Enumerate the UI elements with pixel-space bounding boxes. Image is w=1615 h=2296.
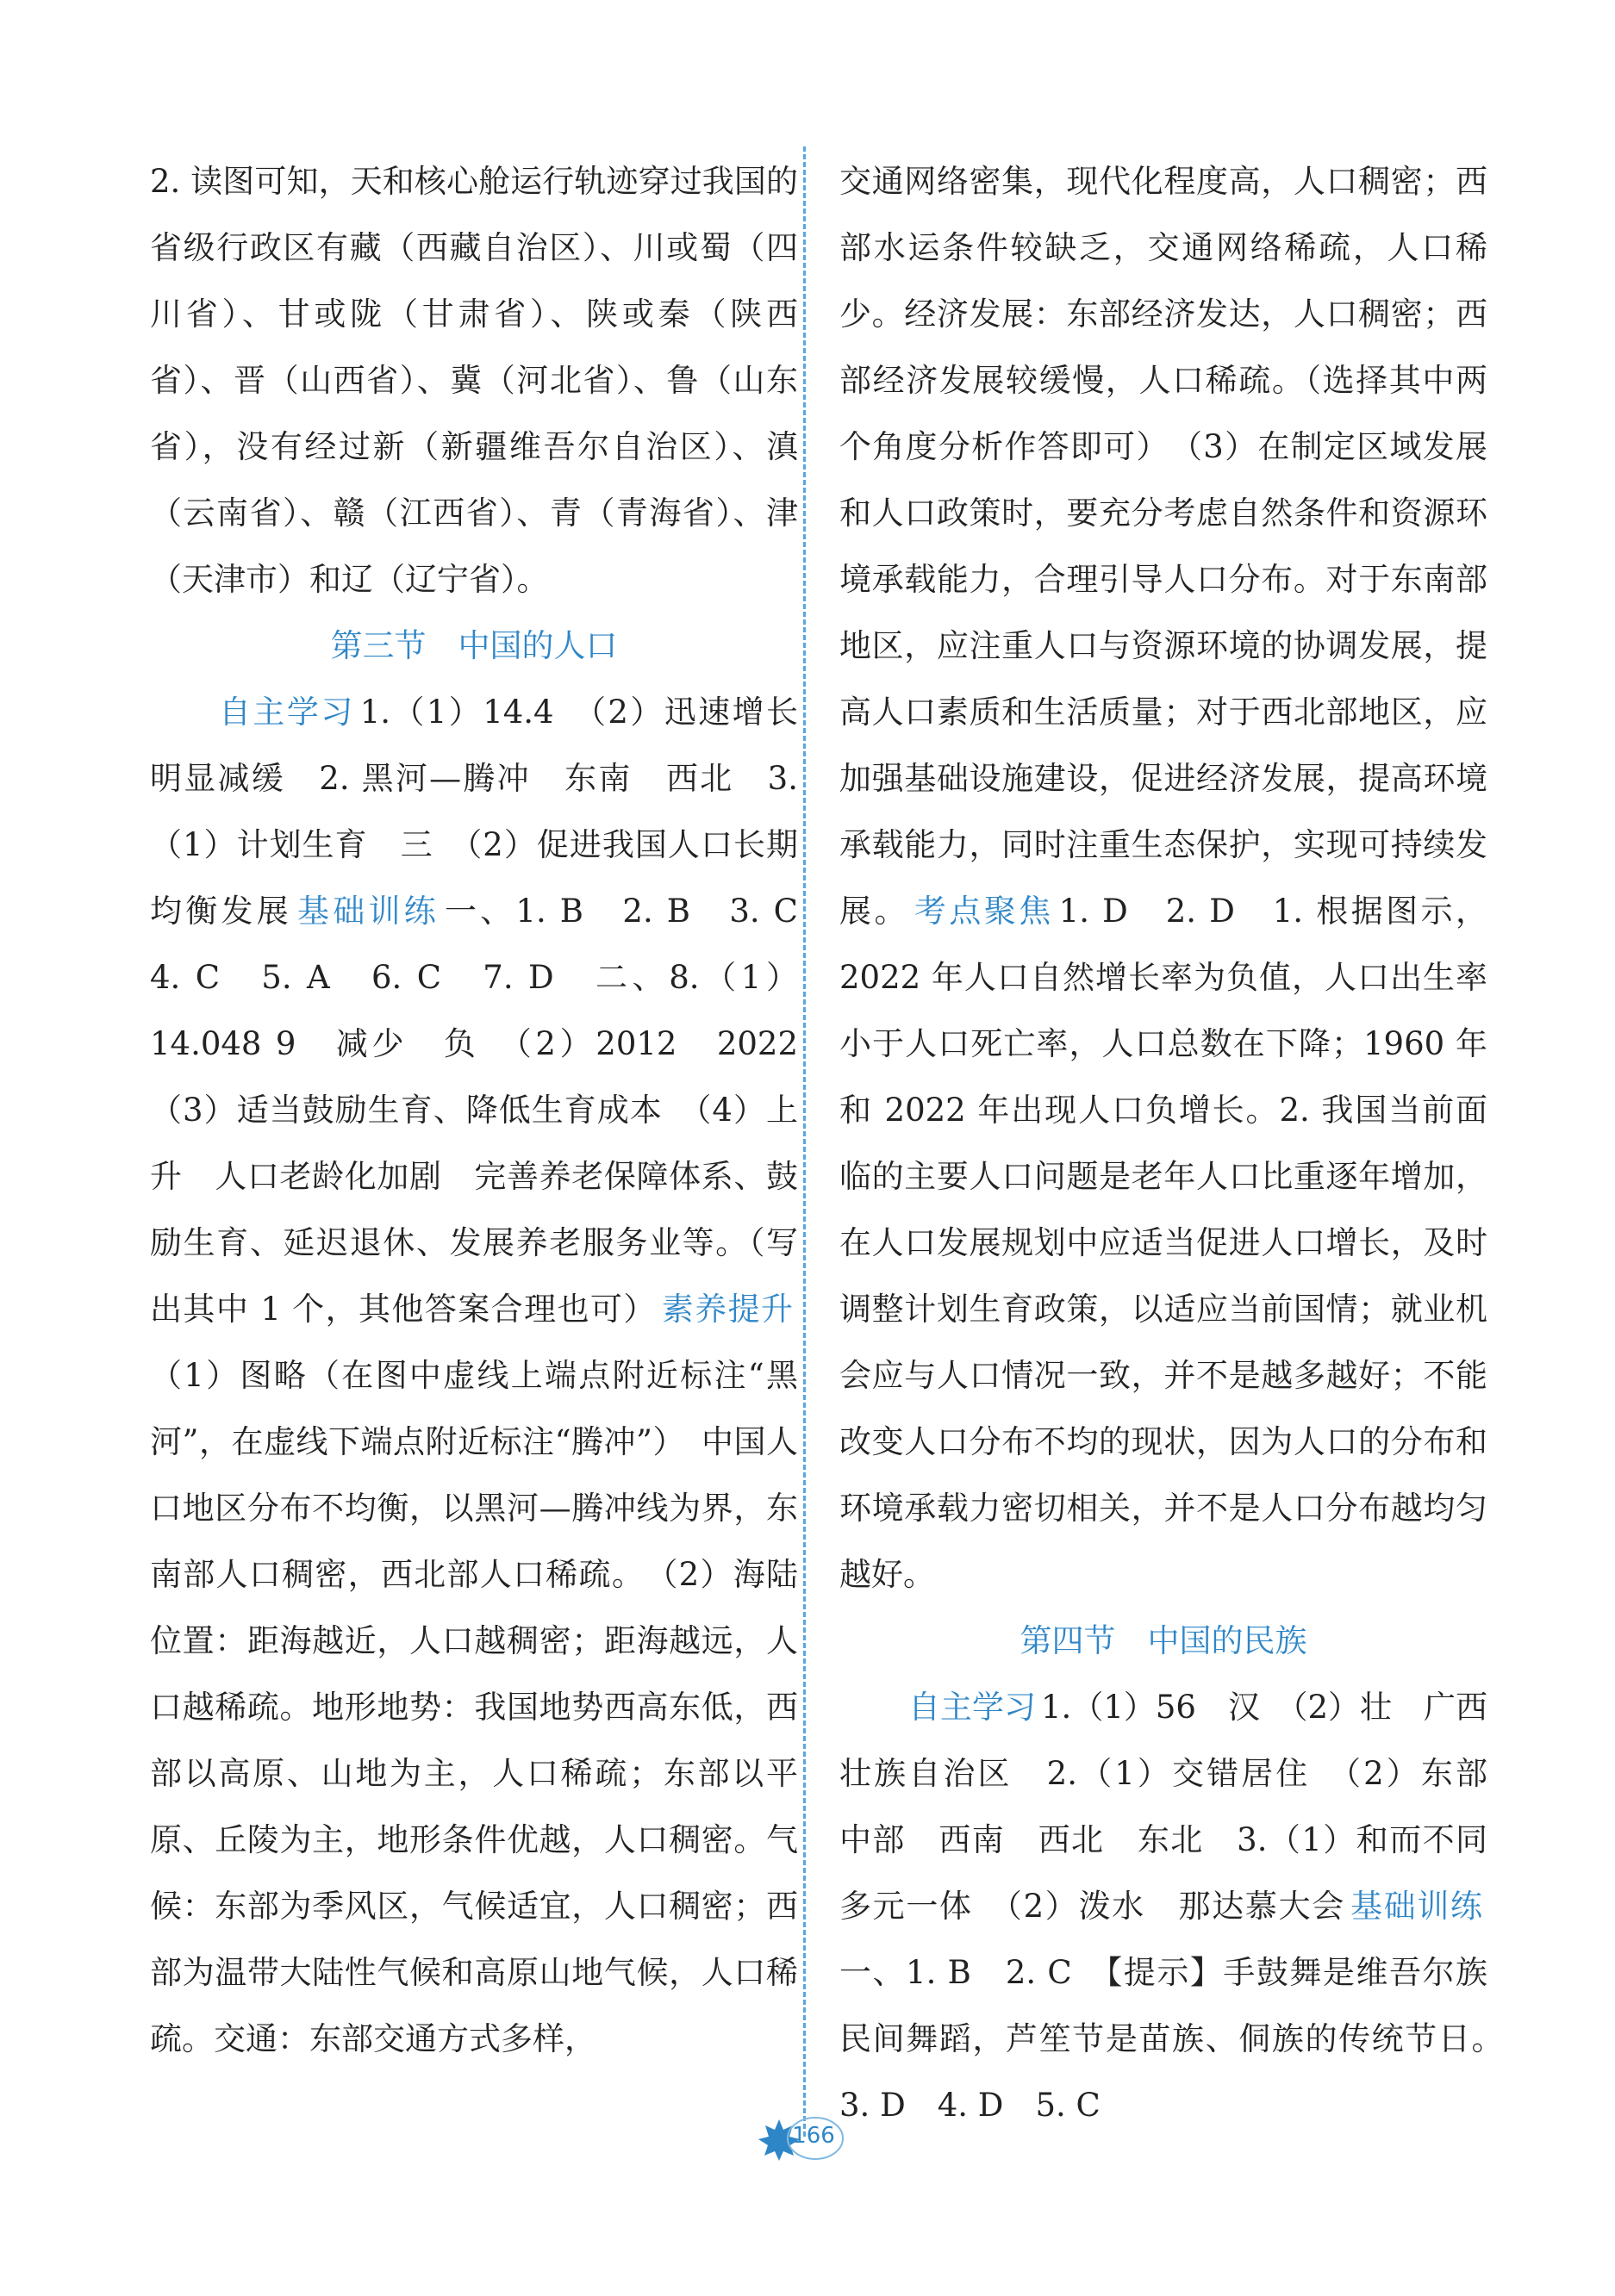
answer-text: 1.（1）56 汉 （2）壮 广西壮族自治区 2.（1）交错居住 （2）东部 中部 西南 西北 东北 3.（1）和而不同 多元一体 （2）泼水 那达慕大会 bbox=[839, 1689, 1519, 1925]
answer-text: 一、1. B 2. C 【提示】手鼓舞是维吾尔族民间舞蹈，芦笙节是苗族、侗族的传统节日。 3. D 4. D 5. C bbox=[839, 1954, 1519, 2124]
answer-paragraph bbox=[839, 1674, 1519, 2138]
section-tag: 自主学习 bbox=[219, 694, 355, 731]
section-tag: 自主学习 bbox=[908, 1689, 1037, 1726]
section-tag: 考点聚焦 bbox=[914, 893, 1054, 930]
section-heading: 第三节 中国的人口 bbox=[330, 627, 618, 664]
answer-text: 1.（1）14.4 （2）迅速增长 明显减缓 2. 黑河—腾冲 东南 西北 3.（1）计划生育 三 （2）促进我国人口长期均衡发展 bbox=[150, 694, 831, 930]
answer-text: 1. D 2. D 1. 根据图示，2022 年人口自然增长率为负值，人口出生率小于人口死亡率，人口总数在下降；1960 年和 2022 年出现人口负增长。2. 我国当前面临的主要人口问题是老年人口比重逐年增加，在人口发展规划中应适当促进人口增长，及时调整计划生育政策，以适应当前国情；就业机会应与人口情况一致，并不是越多越好；不能改变人口分布不均的现状，因为人口的分布和环境承载力密切相关，并不是人口分布越均匀越好。 bbox=[839, 893, 1488, 1593]
right-column bbox=[839, 148, 1519, 2138]
answer-paragraph bbox=[150, 679, 831, 2072]
answer-text: （1）图略（在图中虚线上端点附近标注“黑河”，在虚线下端点附近标注“腾冲”） 中国人口地区分布不均衡，以黑河—腾冲线为界，东南部人口稠密，西北部人口稀疏。 （2）海陆位置：距海越近，人口越稠密；距海越远，人口越稀疏。地形地势：我国地势西高东低，西部以高原、山地为主，人口稀疏；东部以平原、丘陵为主，地形条件优越，人口稠密。气候：东部为季风区，气候适宜，人口稠密；西部为温带大陆性气候和高原山地气候，人口稀疏。交通：东部交通方式多样， bbox=[150, 1357, 798, 2057]
left-column bbox=[150, 148, 831, 2072]
answer-paragraph bbox=[839, 148, 1487, 1608]
page-number: 166 bbox=[792, 2123, 835, 2149]
page-number-badge bbox=[758, 2112, 853, 2164]
column-divider bbox=[803, 146, 806, 2137]
answer-text: 一、1. B 2. B 3. C 4. C 5. A 6. C 7. D 二、8.（1）14.048 9 减少 负 （2）2012 2022 （3）适当鼓励生育、降低生育成本 （4）上升 人口老龄化加剧 完善养老保障体系、鼓励生育、延迟退休、发展养老服务业等。（写出其中 1 个，其他答案合理也可） bbox=[150, 893, 830, 1328]
section-tag: 基础训练 bbox=[296, 893, 440, 930]
answer-paragraph: 2. 读图可知，天和核心舱运行轨迹穿过我国的省级行政区有藏（西藏自治区）、川或蜀（四川省）、甘或陇（甘肃省）、陕或秦（陕西省）、晋（山西省）、冀（河北省）、鲁（山东省），没有经过新（新疆维吾尔自治区）、滇（云南省）、赣（江西省）、青（青海省）、津（天津市）和辽（辽宁省）。 bbox=[150, 163, 798, 598]
answer-text: 交通网络密集，现代化程度高，人口稠密；西部水运条件较缺乏，交通网络稀疏，人口稀少。经济发展：东部经济发达，人口稠密；西部经济发展较缓慢，人口稀疏。（选择其中两个角度分析作答即可） （3）在制定区域发展和人口政策时，要充分考虑自然条件和资源环境承载能力，合理引导人口分布。对于东南部地区，应注重人口与资源环境的协调发展，提高人口素质和生活质量；对于西北部地区，应加强基础设施建设，促进经济发展，提高环境承载能力，同时注重生态保护，实现可持续发展。 bbox=[839, 163, 1487, 930]
section-heading: 第四节 中国的民族 bbox=[1020, 1622, 1307, 1659]
section-tag: 素养提升 bbox=[661, 1291, 794, 1328]
section-tag: 基础训练 bbox=[1350, 1888, 1482, 1925]
